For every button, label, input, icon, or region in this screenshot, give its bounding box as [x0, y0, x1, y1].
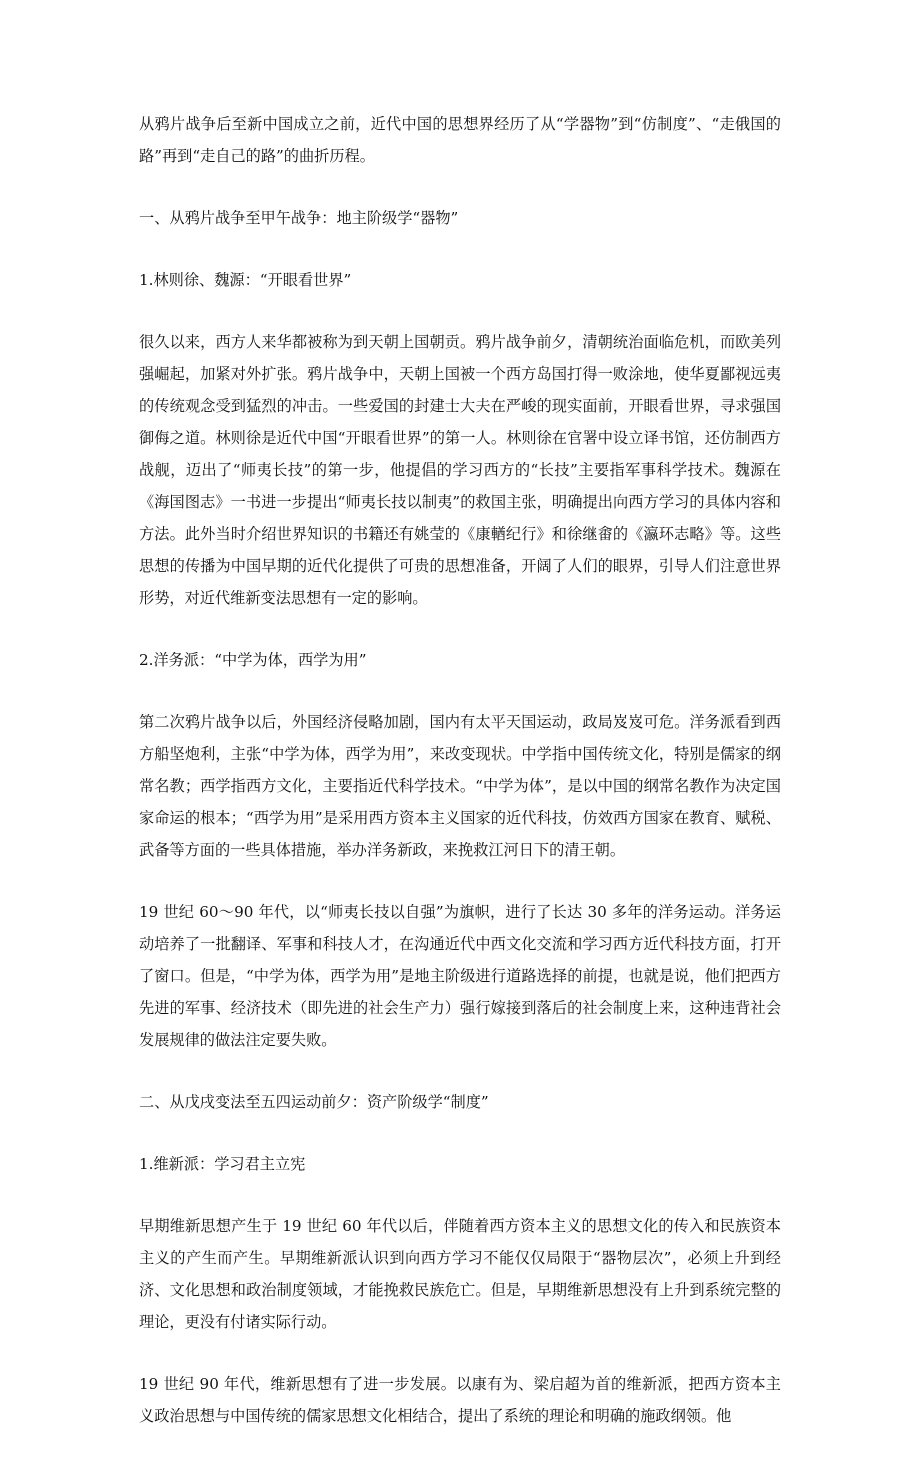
intro-paragraph: 从鸦片战争后至新中国成立之前，近代中国的思想界经历了从“学器物”到“仿制度”、“走俄国的路”再到“走自己的路”的曲折历程。	[139, 115, 781, 165]
section-heading-1: 一、从鸦片战争至甲午战争：地主阶级学“器物”	[139, 209, 459, 227]
section-heading-2: 二、从戊戌变法至五四运动前夕：资产阶级学“制度”	[139, 1093, 489, 1111]
paragraph-yangwu-2: 19 世纪 60～90 年代，以“师夷长技以自强”为旗帜，进行了长达 30 多年的洋务运动。洋务运动培养了一批翻译、军事和科技人才，在沟通近代中西文化交流和学习西方近代科技方面，打开了窗口。但是，“中学为体，西学为用”是地主阶级进行道路选择的前提，也就是说，他们把西方先进的军事、经济技术（即先进的社会生产力）强行嫁接到落后的社会制度上来，这种违背社会发展规律的做法注定要失败。	[139, 903, 781, 1049]
paragraph-weixin-2: 19 世纪 90 年代，维新思想有了进一步发展。以康有为、梁启超为首的维新派，把西方资本主义政治思想与中国传统的儒家思想文化相结合，提出了系统的理论和明确的施政纲领。他	[139, 1375, 781, 1425]
subsection-heading-1-1: 1.林则徐、魏源：“开眼看世界”	[139, 271, 352, 289]
paragraph-yangwu-1: 第二次鸦片战争以后，外国经济侵略加剧，国内有太平天国运动，政局岌岌可危。洋务派看到西方船坚炮利，主张“中学为体，西学为用”，来改变现状。中学指中国传统文化，特别是儒家的纲常名教；西学指西方文化，主要指近代科学技术。“中学为体”，是以中国的纲常名教作为决定国家命运的根本；“西学为用”是采用西方资本主义国家的近代科技，仿效西方国家在教育、赋税、武备等方面的一些具体措施，举办洋务新政，来挽救江河日下的清王朝。	[139, 713, 781, 859]
subsection-heading-1-2: 2.洋务派：“中学为体，西学为用”	[139, 651, 367, 669]
subsection-heading-2-1: 1.维新派：学习君主立宪	[139, 1155, 306, 1173]
document-body	[139, 108, 781, 1462]
paragraph-lin-wei: 很久以来，西方人来华都被称为到天朝上国朝贡。鸦片战争前夕，清朝统治面临危机，而欧美列强崛起，加紧对外扩张。鸦片战争中，天朝上国被一个西方岛国打得一败涂地，使华夏鄙视远夷的传统观念受到猛烈的冲击。一些爱国的封建士大夫在严峻的现实面前，开眼看世界，寻求强国御侮之道。林则徐是近代中国“开眼看世界”的第一人。林则徐在官署中设立译书馆，还仿制西方战舰，迈出了“师夷长技”的第一步，他提倡的学习西方的“长技”主要指军事科学技术。魏源在《海国图志》一书进一步提出“师夷长技以制夷”的救国主张，明确提出向西方学习的具体内容和方法。此外当时介绍世界知识的书籍还有姚莹的《康輶纪行》和徐继畬的《瀛环志略》等。这些思想的传播为中国早期的近代化提供了可贵的思想准备，开阔了人们的眼界，引导人们注意世界形势，对近代维新变法思想有一定的影响。	[139, 333, 781, 607]
paragraph-weixin-1: 早期维新思想产生于 19 世纪 60 年代以后，伴随着西方资本主义的思想文化的传入和民族资本主义的产生而产生。早期维新派认识到向西方学习不能仅仅局限于“器物层次”，必须上升到经济、文化思想和政治制度领域，才能挽救民族危亡。但是，早期维新思想没有上升到系统完整的理论，更没有付诸实际行动。	[139, 1217, 781, 1331]
